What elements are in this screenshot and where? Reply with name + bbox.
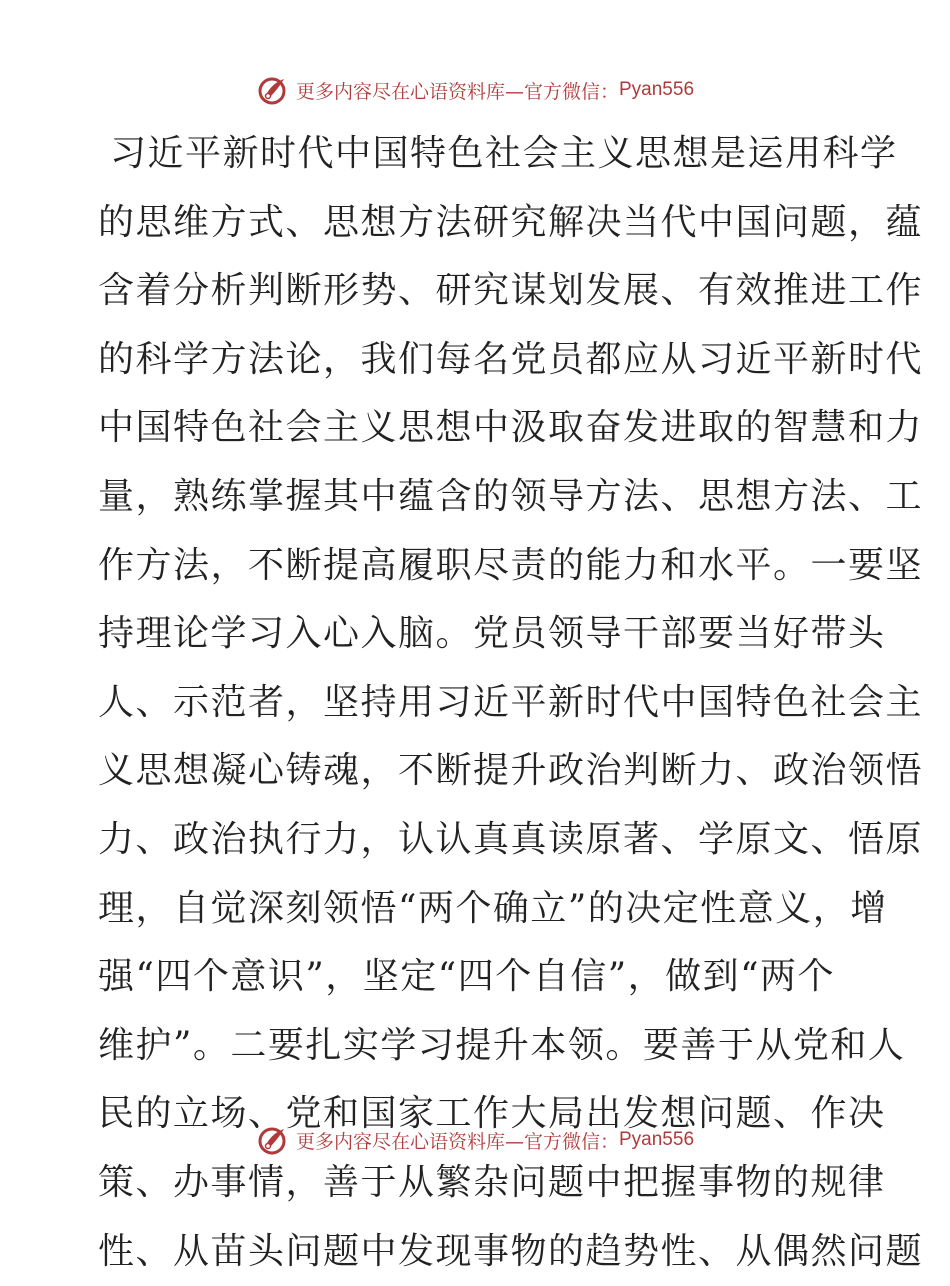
document-body <box>98 120 858 1286</box>
watermark-text: 更多内容尽在心语资料库—官方微信： <box>296 77 619 104</box>
text-line: 中国特色社会主义思想中汲取奋发进取的智慧和力 <box>98 394 858 463</box>
text-line: 力、政治执行力，认认真真读原著、学原文、悟原 <box>98 806 858 875</box>
text-line: 策、办事情，善于从繁杂问题中把握事物的规律 <box>98 1149 858 1218</box>
text-line: 性、从苗头问题中发现事物的趋势性、从偶然问题 <box>98 1218 858 1286</box>
text-line: 义思想凝心铸魂，不断提升政治判断力、政治领悟 <box>98 737 858 806</box>
watermark-wechat-id: Pyan556 <box>619 79 694 101</box>
text-line: 习近平新时代中国特色社会主义思想是运用科学 <box>98 120 858 189</box>
text-line: 量，熟练掌握其中蕴含的领导方法、思想方法、工 <box>98 463 858 532</box>
watermark-text: 更多内容尽在心语资料库—官方微信： <box>296 1127 619 1154</box>
text-line: 民的立场、党和国家工作大局出发想问题、作决 <box>98 1080 858 1149</box>
text-line: 持理论学习入心入脑。党员领导干部要当好带头 <box>98 600 858 669</box>
footer-watermark <box>0 1120 950 1160</box>
text-line: 含着分析判断形势、研究谋划发展、有效推进工作 <box>98 257 858 326</box>
text-line: 的思维方式、思想方法研究解决当代中国问题，蕴 <box>98 189 858 258</box>
text-line: 强“四个意识”，坚定“四个自信”，做到“两个 <box>98 943 858 1012</box>
text-line: 的科学方法论，我们每名党员都应从习近平新时代 <box>98 326 858 395</box>
watermark-wechat-id: Pyan556 <box>619 1129 694 1151</box>
text-line: 维护”。二要扎实学习提升本领。要善于从党和人 <box>98 1012 858 1081</box>
text-line: 作方法，不断提高履职尽责的能力和水平。一要坚 <box>98 532 858 601</box>
header-watermark <box>0 70 950 110</box>
brush-circle-logo-icon <box>256 73 290 107</box>
text-line: 人、示范者，坚持用习近平新时代中国特色社会主 <box>98 669 858 738</box>
text-line: 理，自觉深刻领悟“两个确立”的决定性意义，增 <box>98 875 858 944</box>
brush-circle-logo-icon <box>256 1123 290 1157</box>
